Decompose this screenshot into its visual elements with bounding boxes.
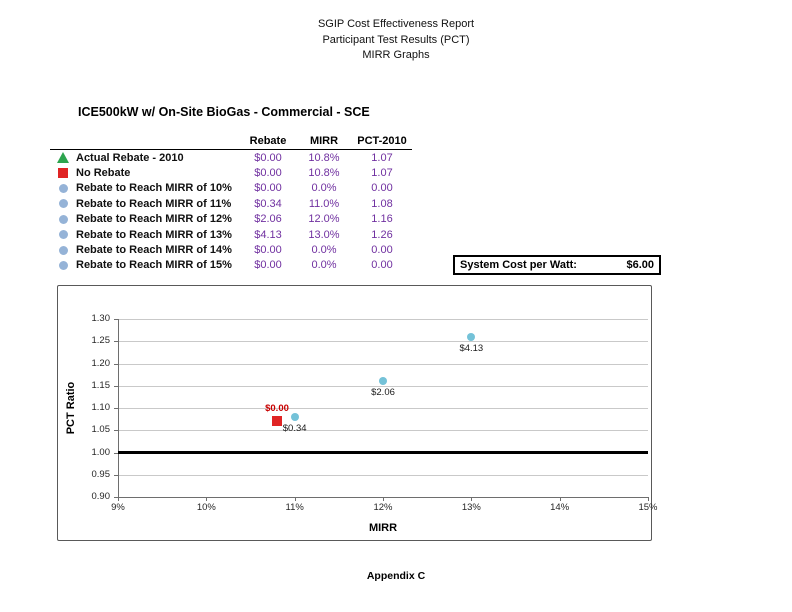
red-square-icon <box>58 168 68 178</box>
marker-cell <box>50 215 76 224</box>
marker-cell <box>50 184 76 193</box>
table-row <box>50 258 412 273</box>
header-line-1: SGIP Cost Effectiveness Report <box>317 18 475 30</box>
table-row <box>50 165 412 180</box>
cell-mirr: 0.0% <box>311 244 337 257</box>
x-tick-label: 9% <box>111 502 125 513</box>
cell-rebate: $0.00 <box>254 167 282 180</box>
y-tick-label: 0.90 <box>91 491 110 502</box>
cell-rebate: $0.00 <box>254 259 282 272</box>
blue-circle-icon <box>59 184 68 193</box>
cell-rebate: $0.00 <box>254 244 282 257</box>
cell-pct: 1.07 <box>371 151 393 164</box>
cell-mirr: 10.8% <box>308 167 340 180</box>
y-tick-label: 1.10 <box>91 402 110 413</box>
cell-rebate: $2.06 <box>254 213 282 226</box>
no-rebate-point <box>272 416 282 426</box>
x-axis-title: MIRR <box>368 522 398 534</box>
cell-mirr: 0.0% <box>311 259 337 272</box>
x-tick-label: 14% <box>550 502 570 513</box>
table-row <box>50 227 412 242</box>
x-tick-label: 12% <box>373 502 393 513</box>
data-label: $0.00 <box>265 403 289 415</box>
header-line-2: Participant Test Results (PCT) <box>322 33 470 46</box>
data-label: $2.06 <box>371 387 395 399</box>
system-cost-label: System Cost per Watt: <box>460 259 577 271</box>
rebate-point <box>291 413 299 421</box>
mirr-chart <box>57 285 658 541</box>
cell-pct: 0.00 <box>371 182 393 195</box>
x-tick-label: 13% <box>461 502 481 513</box>
cell-rebate: $0.00 <box>254 151 282 164</box>
blue-circle-icon <box>59 199 68 208</box>
y-gridline <box>118 319 648 320</box>
y-gridline <box>118 475 648 476</box>
cell-pct: 1.08 <box>371 197 393 210</box>
reference-line <box>118 451 648 454</box>
cell-mirr: 13.0% <box>308 228 340 241</box>
blue-circle-icon <box>59 261 68 270</box>
page-footer: Appendix C <box>366 570 426 582</box>
header-spacer-label <box>76 135 240 147</box>
cell-mirr: 0.0% <box>311 182 337 195</box>
y-tick-label: 1.00 <box>91 446 110 458</box>
data-label: $4.13 <box>459 342 484 354</box>
row-label: Rebate to Reach MIRR of 13% <box>76 228 232 241</box>
rebate-point <box>379 377 387 385</box>
cell-pct: 1.16 <box>371 213 393 226</box>
row-label: Actual Rebate - 2010 <box>76 151 184 164</box>
results-table <box>50 135 412 273</box>
blue-circle-icon <box>59 215 68 224</box>
cell-rebate: $4.13 <box>254 228 282 241</box>
x-tick-label: 11% <box>285 502 304 513</box>
cell-pct: 0.00 <box>371 244 393 257</box>
results-table-body <box>50 150 412 273</box>
cell-rebate: $0.34 <box>254 197 282 210</box>
marker-cell <box>50 246 76 255</box>
column-header-mirr: MIRR <box>309 135 339 147</box>
y-axis-title: PCT Ratio <box>65 381 77 435</box>
row-label: Rebate to Reach MIRR of 12% <box>76 213 232 226</box>
system-cost-value: $6.00 <box>626 259 654 271</box>
y-gridline <box>118 430 648 431</box>
section-title: ICE500kW w/ On-Site BioGas - Commercial - SCE <box>78 105 370 119</box>
table-row <box>50 212 412 227</box>
table-row <box>50 242 412 257</box>
marker-cell <box>50 199 76 208</box>
marker-cell <box>50 261 76 270</box>
y-tick-label: 1.15 <box>91 379 110 391</box>
y-tick-label: 1.30 <box>91 313 110 324</box>
row-label: Rebate to Reach MIRR of 15% <box>76 259 232 272</box>
cell-pct: 0.00 <box>371 259 393 272</box>
row-label: Rebate to Reach MIRR of 10% <box>76 182 232 195</box>
table-row <box>50 196 412 211</box>
marker-cell <box>50 168 76 178</box>
x-axis-line <box>118 497 648 498</box>
y-tick-label: 1.20 <box>91 357 110 369</box>
y-gridline <box>118 408 648 409</box>
rebate-point <box>467 333 475 341</box>
table-row <box>50 181 412 196</box>
cell-mirr: 10.8% <box>308 151 340 164</box>
x-tick-label: 10% <box>196 502 216 513</box>
blue-circle-icon <box>59 230 68 239</box>
y-tick-label: 1.05 <box>91 424 110 436</box>
header-line-3: MIRR Graphs <box>362 49 430 61</box>
cell-mirr: 11.0% <box>308 197 340 210</box>
row-label: Rebate to Reach MIRR of 14% <box>76 244 232 257</box>
cell-mirr: 12.0% <box>308 213 340 226</box>
blue-circle-icon <box>59 246 68 255</box>
x-tickmark <box>648 497 649 501</box>
y-tick-label: 0.95 <box>91 468 110 480</box>
y-tick-label: 1.25 <box>91 335 110 347</box>
y-axis-line <box>118 319 119 497</box>
column-header-pct: PCT-2010 <box>357 135 407 147</box>
row-label: Rebate to Reach MIRR of 11% <box>76 197 232 210</box>
header-spacer-marker <box>50 135 76 147</box>
table-row <box>50 150 412 165</box>
row-label: No Rebate <box>76 167 131 180</box>
document-header <box>0 17 792 64</box>
y-gridline <box>118 341 648 342</box>
column-header-rebate: Rebate <box>249 135 287 147</box>
cell-rebate: $0.00 <box>254 182 282 195</box>
x-tick-label: 15% <box>638 502 658 513</box>
cell-pct: 1.26 <box>371 228 393 241</box>
results-table-header <box>50 135 412 150</box>
cell-pct: 1.07 <box>371 167 393 180</box>
system-cost-box <box>453 255 661 275</box>
marker-cell <box>50 152 76 163</box>
green-triangle-icon <box>57 152 69 163</box>
data-label: $0.34 <box>282 422 307 434</box>
y-gridline <box>118 364 648 365</box>
marker-cell <box>50 230 76 239</box>
